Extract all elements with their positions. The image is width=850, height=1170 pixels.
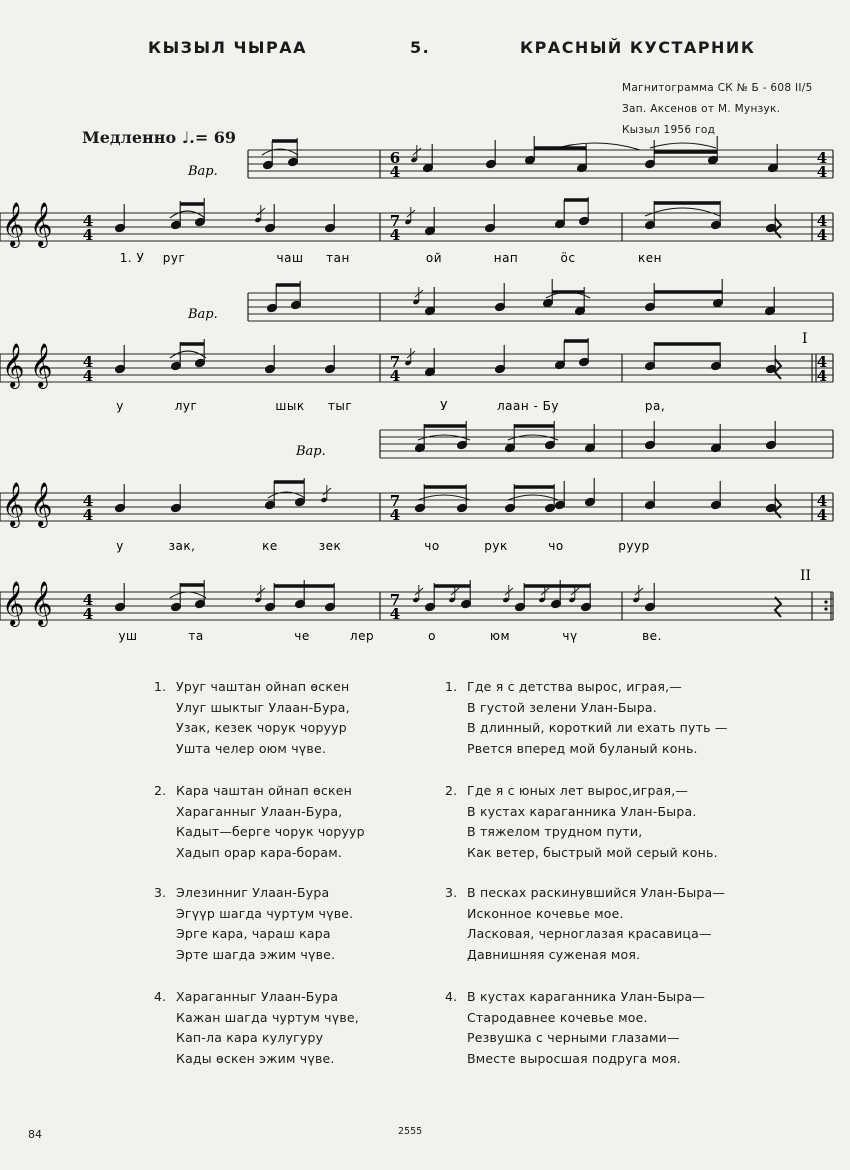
verse-russian-2 [445,781,718,863]
lyric-syllable: та [188,629,204,643]
verse-russian-3 [445,883,726,965]
lyric-syllable: зек [318,539,342,553]
lyric-syllable: У [440,399,448,413]
time-signature-top: 6 [389,149,401,167]
verse-number: 2. [154,783,167,798]
verse-number: 1. [445,679,458,694]
verse-line: Кажан шагда чуртум чүве, [176,1009,359,1025]
variant-label: Вар. [188,307,218,322]
variant-label: Вар. [296,444,326,459]
time-signature-bottom: 4 [816,367,828,385]
lyric-syllable: кен [638,251,662,265]
lyric-syllable: ке [262,539,278,553]
lyric-syllable: луг [174,399,198,413]
verse-line: Узак, кезек чорук чоруур [176,720,347,735]
time-signature-bottom: 4 [389,163,401,181]
lyric-syllable: чү [562,629,578,643]
verse-tuvan-2 [154,781,365,863]
time-signature-bottom: 4 [816,506,828,524]
verse-line: Ушта челер оюм чүве. [176,740,327,756]
time-signature-top: 7 [389,591,401,609]
verse-line: Эрте шагда эжим чүве. [176,946,336,962]
lyric-syllable: чо [548,539,564,553]
dotted-quarter-note-icon: ♩. [181,128,195,147]
time-signature-top: 7 [389,492,401,510]
slur [170,592,206,598]
source-line: Магнитограмма СК № Б - 608 II/5 [622,82,813,94]
lyric-syllable: о [428,629,436,643]
source-line: Кызыл 1956 год [622,124,716,136]
slur [170,211,205,218]
verse-line: Рвется вперед мой буланый конь. [467,740,698,756]
lyric-syllable: шык [275,399,305,413]
quarter-rest-icon [775,597,781,617]
time-signature-top: 4 [816,353,828,371]
lyric-syllable: че [294,629,310,643]
slur [418,495,470,500]
verse-line: Улуг шыктыг Улаан-Бура, [176,699,350,715]
lyric-syllable: чаш [276,251,304,265]
time-signature-bottom: 4 [82,605,94,623]
treble-clef-icon: 𝄞 [30,202,53,246]
slur [650,143,716,148]
verse-line: Эрге кара, чараш кара [176,926,331,941]
verse-line: Кара чаштан ойнап өскен [176,783,352,798]
treble-clef-icon: 𝄞 [2,202,25,246]
verse-number: 3. [445,885,458,900]
tempo-value: = 69 [194,128,237,147]
verse-line: Как ветер, быстрый мой серый конь. [467,844,718,860]
time-signature-bottom: 4 [82,506,94,524]
lyric-syllable: юм [489,629,511,643]
lyric-syllable: ой [425,251,443,265]
time-signature-top: 4 [82,492,94,510]
repeat-dot [824,600,827,603]
slur [508,495,558,500]
verse-russian-4 [445,987,706,1069]
verse-tuvan-3 [154,883,354,965]
verse-line: Кады өскен эжим чүве. [176,1050,335,1066]
time-signature-top: 4 [82,212,94,230]
verse-line: Эгүүр шагда чуртум чүве. [176,905,354,921]
verse-line: В кустах караганника Улан-Быра. [467,803,697,819]
time-signature-bottom: 4 [816,226,828,244]
verse-line: Где я с детства вырос, играя,— [467,679,682,694]
tempo-label: Медленно [82,128,177,147]
source-line: Зап. Аксенов от М. Мунзук. [622,103,781,115]
lyric-syllable: ӧс [560,251,576,265]
repeat-dot [824,607,827,610]
lyric-syllable: у [116,399,124,413]
treble-clef-icon: 𝄞 [2,581,25,625]
verse-line: Резвушка с черными глазами— [467,1030,680,1045]
verse-line: Где я с юных лет вырос,играя,— [467,783,689,798]
variant-label: Вар. [188,164,218,179]
verse-line: Вместе выросшая подруга моя. [467,1050,681,1066]
verse-number: 3. [154,885,167,900]
verse-line: В длинный, короткий ли ехать путь — [467,720,728,735]
variant-staff [248,150,833,178]
verse-line: Уруг чаштан ойнап өскен [176,679,350,694]
lyric-syllable: тыг [327,399,353,413]
verse-line: Элезинниг Улаан-Бура [176,885,330,900]
verse-line: Хараганныг Улаан-Бура [176,989,339,1004]
title-tuvan: КЫЗЫЛ ЧЫРАА [148,38,307,57]
verse-tuvan-4 [154,987,359,1069]
lyric-syllable: нап [493,251,519,265]
song-number: 5. [410,38,431,57]
verse-line: Давнишняя суженая моя. [467,946,641,962]
time-signature-top: 7 [389,212,401,230]
verse-number: 4. [445,989,458,1004]
time-signature-top: 4 [816,212,828,230]
treble-clef-icon: 𝄞 [30,581,53,625]
print-code: 2555 [398,1126,423,1137]
lyric-syllable: ве. [642,629,662,643]
time-signature-bottom: 4 [82,367,94,385]
verse-line: Хараганныг Улаан-Бура, [176,803,343,819]
lyric-syllable: лер [349,629,375,643]
lyric-syllable: тан [326,251,350,265]
time-signature-bottom: 4 [389,605,401,623]
time-signature-bottom: 4 [82,226,94,244]
time-signature-bottom: 4 [389,226,401,244]
verse-line: В тяжелом трудном пути, [467,824,643,839]
variant-staff [248,293,833,321]
verse-line: В песках раскинувшийся Улан-Быра— [467,885,726,900]
time-signature-bottom: 4 [389,506,401,524]
verse-line: Хадып орар кара-борам. [176,844,343,860]
verse-number: 2. [445,783,458,798]
verse-line: В густой зелени Улан-Быра. [467,699,657,715]
lyric-syllable: руур [618,539,650,553]
time-signature-top: 4 [82,591,94,609]
time-signature-top: 7 [389,353,401,371]
lyric-syllable: 1. У [119,251,145,265]
section-mark: I [802,331,808,347]
variant-staff [380,430,833,458]
treble-clef-icon: 𝄞 [2,343,25,387]
verse-line: В кустах караганника Улан-Быра— [467,989,706,1004]
slur [645,208,720,216]
verse-line: Стародавнее кочевье мое. [467,1009,648,1025]
verse-russian-1 [445,677,728,759]
lyric-syllable: уш [118,629,138,643]
time-signature-top: 4 [816,149,828,167]
treble-clef-icon: 𝄞 [2,482,25,526]
time-signature-top: 4 [816,492,828,510]
treble-clef-icon: 𝄞 [30,343,53,387]
time-signature-bottom: 4 [816,163,828,181]
time-signature-top: 4 [82,353,94,371]
verse-number: 4. [154,989,167,1004]
verse-line: Кадыт—берге чорук чоруур [176,824,365,839]
treble-clef-icon: 𝄞 [30,482,53,526]
time-signature-bottom: 4 [389,367,401,385]
lyric-syllable: у [116,539,124,553]
verse-line: Ласковая, черноглазая красавица— [467,926,712,941]
page-number: 84 [28,1128,42,1141]
lyric-syllable: руг [162,251,186,265]
verse-line: Исконное кочевье мое. [467,905,624,921]
lyric-syllable: чо [424,539,440,553]
section-mark: II [800,568,812,584]
verse-tuvan-1 [154,677,350,759]
verse-number: 1. [154,679,167,694]
title-russian: КРАСНЫЙ КУСТАРНИК [520,38,756,57]
lyric-syllable: лаан - Бу [496,399,560,413]
lyric-syllable: рук [484,539,508,553]
lyric-syllable: ра, [644,399,666,413]
verse-line: Кап-ла кара кулугуру [176,1030,324,1045]
lyric-syllable: зак, [168,539,196,553]
